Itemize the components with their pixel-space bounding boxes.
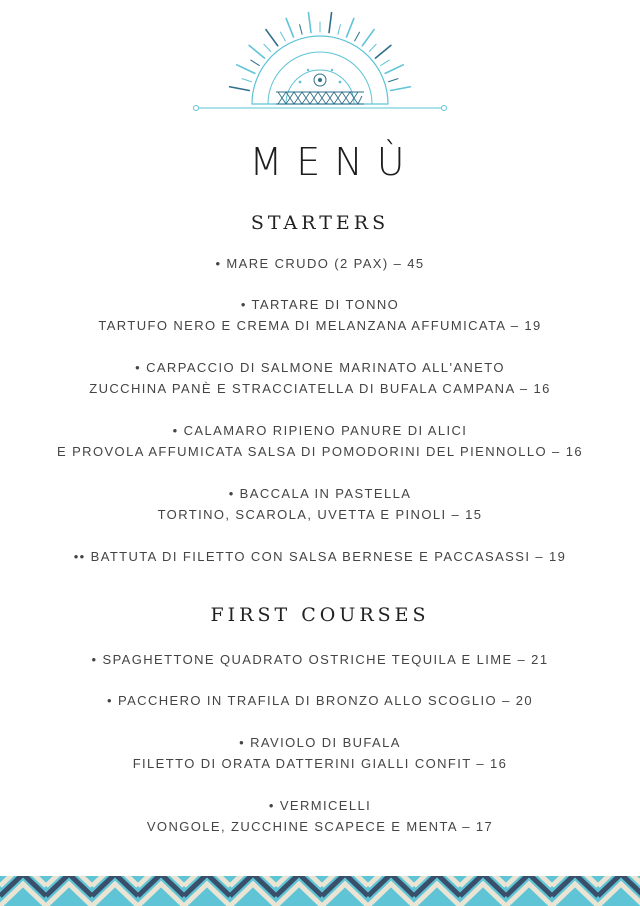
menu-item xyxy=(0,483,640,525)
menu-item-line: • PACCHERO IN TRAFILA DI BRONZO ALLO SCOGLIO – 20 xyxy=(107,693,533,708)
menu-item-line: ZUCCHINA PANÈ E STRACCIATELLA DI BUFALA CAMPANA – 16 xyxy=(89,381,551,396)
menu-item-line: • CALAMARO RIPIENO PANURE DI ALICI xyxy=(172,423,468,438)
menu-item xyxy=(0,420,640,462)
menu-item xyxy=(0,795,640,837)
menu-item-line: • TARTARE DI TONNO xyxy=(240,297,400,312)
menu-item xyxy=(0,649,640,670)
menu-item-line: TARTUFO NERO E CREMA DI MELANZANA AFFUMICATA – 19 xyxy=(98,318,542,333)
menu-item-line: • CARPACCIO DI SALMONE MARINATO ALL'ANETO xyxy=(135,360,505,375)
menu-item-line: • VERMICELLI xyxy=(268,798,372,813)
chevron-border-decoration xyxy=(0,876,640,906)
menu-title: MENÙ xyxy=(249,140,419,184)
section-title-starters: STARTERS xyxy=(250,212,390,234)
sunburst-logo xyxy=(190,10,450,120)
menu-item-line: TORTINO, SCAROLA, UVETTA E PINOLI – 15 xyxy=(157,507,483,522)
section-title-first-courses: FIRST COURSES xyxy=(210,604,430,626)
menu-item-line: • MARE CRUDO (2 PAX) – 45 xyxy=(215,256,425,271)
menu-item xyxy=(0,294,640,336)
menu-item xyxy=(0,690,640,711)
menu-item-line: E PROVOLA AFFUMICATA SALSA DI POMODORINI DEL PIENNOLLO – 16 xyxy=(57,444,583,459)
menu-item-line: • BACCALA IN PASTELLA xyxy=(228,486,412,501)
menu-item-line: VONGOLE, ZUCCHINE SCAPECE E MENTA – 17 xyxy=(146,819,494,834)
menu-item-line: FILETTO DI ORATA DATTERINI GIALLI CONFIT – 16 xyxy=(132,756,508,771)
menu-item-line: •• BATTUTA DI FILETTO CON SALSA BERNESE E PACCASASSI – 19 xyxy=(73,549,567,564)
menu-item xyxy=(0,357,640,399)
menu-item xyxy=(0,546,640,567)
menu-item-line: • SPAGHETTONE QUADRATO OSTRICHE TEQUILA E LIME – 21 xyxy=(91,652,549,667)
menu-item-line: • RAVIOLO DI BUFALA xyxy=(239,735,401,750)
menu-item xyxy=(0,732,640,774)
menu-item xyxy=(0,253,640,274)
